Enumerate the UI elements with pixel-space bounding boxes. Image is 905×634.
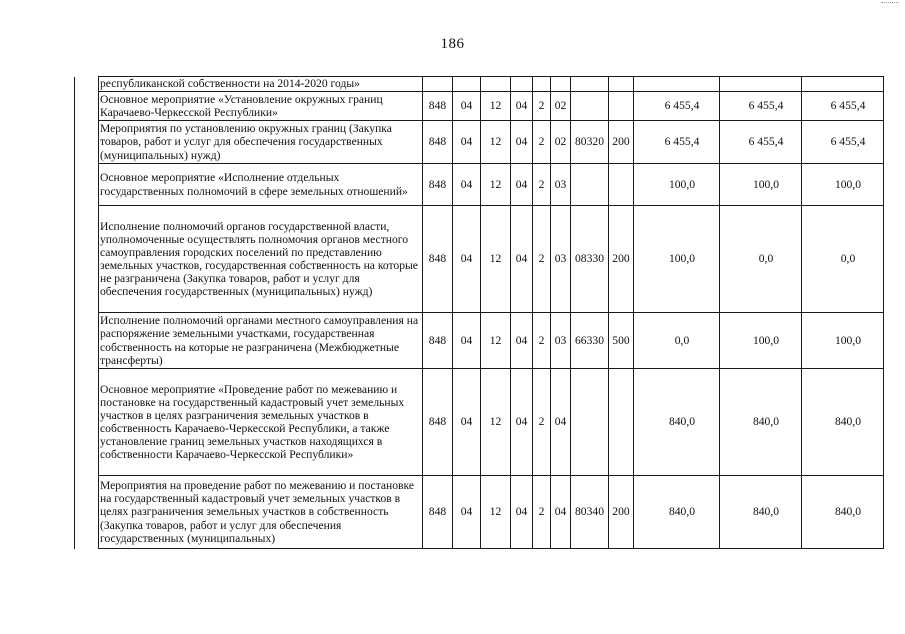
cell-rz: 04: [453, 206, 481, 313]
cell-year-1: 840,0: [634, 369, 720, 476]
cell-vr: [609, 369, 634, 476]
cell-year-2: 840,0: [720, 369, 802, 476]
table-row: [75, 121, 884, 164]
cell-cs2: 2: [533, 369, 551, 476]
cell-margin: [75, 369, 99, 476]
cell-margin: [75, 77, 99, 92]
cell-pr: 12: [481, 121, 511, 164]
cell-rz: 04: [453, 164, 481, 206]
cell-year-1: 100,0: [634, 164, 720, 206]
cell-cs4: [571, 164, 609, 206]
cell-cs2: 2: [533, 206, 551, 313]
cell-pr: 12: [481, 164, 511, 206]
cell-pr: 12: [481, 92, 511, 121]
cell-year-3: 100,0: [802, 313, 884, 369]
cell-name: Исполнение полномочий органами местного самоуправления на распоряжение земельными участками, государственная собственность на которые не разграничена (Межбюджетные трансферты): [99, 313, 423, 369]
cell-cs2: 2: [533, 164, 551, 206]
cell-rz: 04: [453, 121, 481, 164]
cell-cs4: 08330: [571, 206, 609, 313]
cell-rz: 04: [453, 369, 481, 476]
cell-vr: 200: [609, 476, 634, 549]
table-row: [75, 206, 884, 313]
cell-cs2: 2: [533, 121, 551, 164]
cell-cs1: 04: [511, 121, 533, 164]
cell-name: Исполнение полномочий органов государственной власти, уполномоченные осуществлять полномочия органов местного самоуправления городских поселений по представлению земельных участков, государственная собственность на которые не разграничена (Закупка товаров, работ и услуг для обеспечения государственных (муниципальных) нужд): [99, 206, 423, 313]
cell-year-2: 100,0: [720, 164, 802, 206]
cell-year-3: 840,0: [802, 476, 884, 549]
cell-vr: [609, 164, 634, 206]
cell-year-1: 0,0: [634, 313, 720, 369]
cell-cs1: 04: [511, 92, 533, 121]
cell-rz: 04: [453, 476, 481, 549]
cell-ved: 848: [423, 313, 453, 369]
table-row: [75, 164, 884, 206]
cell-year-1: 6 455,4: [634, 92, 720, 121]
table-row: [75, 476, 884, 549]
cell-cs3: 03: [551, 313, 571, 369]
cell-year-1: 100,0: [634, 206, 720, 313]
cell-vr: [609, 92, 634, 121]
cell-year-2: 840,0: [720, 476, 802, 549]
cell-margin: [75, 121, 99, 164]
table-body: [75, 77, 884, 549]
cell-pr: 12: [481, 206, 511, 313]
cell-cs4: 80320: [571, 121, 609, 164]
cell-year-2: 6 455,4: [720, 92, 802, 121]
cell-rz: 04: [453, 313, 481, 369]
table-row: [75, 369, 884, 476]
cell-cs4: [571, 92, 609, 121]
cell-vr: [609, 77, 634, 92]
cell-margin: [75, 476, 99, 549]
table-row: [75, 77, 884, 92]
cell-cs3: 04: [551, 369, 571, 476]
table-row: [75, 313, 884, 369]
page-number: 186: [440, 36, 465, 52]
cell-rz: [453, 77, 481, 92]
cell-year-1: 840,0: [634, 476, 720, 549]
cell-cs2: 2: [533, 476, 551, 549]
cell-year-2: 6 455,4: [720, 121, 802, 164]
cell-cs1: 04: [511, 313, 533, 369]
cell-year-2: [720, 77, 802, 92]
cell-cs2: [533, 77, 551, 92]
cell-name: Мероприятия на проведение работ по межеванию и постановке на государственный кадастровый учет земельных участков в целях разграничения земельных участков в собственность (Закупка товаров, работ и услуг для обеспечения государственных (муниципальных): [99, 476, 423, 549]
cell-ved: 848: [423, 121, 453, 164]
cell-name: Основное мероприятие «Проведение работ по межеванию и постановке на государственный кадастровый учет земельных участков в целях разграничения земельных участков в собственность Карачаево-Черкесской Республики, а также установление границ земельных участков находящихся в собственности Карачаево-Черкесской Республики»: [99, 369, 423, 476]
table-row: [75, 92, 884, 121]
cell-cs3: 03: [551, 164, 571, 206]
scan-mark: [881, 2, 899, 3]
cell-ved: 848: [423, 164, 453, 206]
cell-ved: [423, 77, 453, 92]
cell-cs1: [511, 77, 533, 92]
cell-year-3: 6 455,4: [802, 121, 884, 164]
cell-margin: [75, 164, 99, 206]
cell-cs3: [551, 77, 571, 92]
cell-year-3: 0,0: [802, 206, 884, 313]
cell-name: Мероприятия по установлению окружных границ (Закупка товаров, работ и услуг для обеспечения государственных (муниципальных) нужд): [99, 121, 423, 164]
cell-cs2: 2: [533, 92, 551, 121]
cell-name: Основное мероприятие «Исполнение отдельных государственных полномочий в сфере земельных отношений»: [99, 164, 423, 206]
cell-cs3: 04: [551, 476, 571, 549]
cell-cs1: 04: [511, 206, 533, 313]
cell-cs3: 03: [551, 206, 571, 313]
cell-year-1: [634, 77, 720, 92]
cell-year-2: 100,0: [720, 313, 802, 369]
cell-pr: [481, 77, 511, 92]
budget-table: [74, 76, 884, 549]
cell-ved: 848: [423, 369, 453, 476]
cell-year-2: 0,0: [720, 206, 802, 313]
cell-vr: 500: [609, 313, 634, 369]
cell-cs4: [571, 77, 609, 92]
cell-year-3: 100,0: [802, 164, 884, 206]
cell-year-3: 6 455,4: [802, 92, 884, 121]
cell-vr: 200: [609, 206, 634, 313]
cell-margin: [75, 313, 99, 369]
cell-ved: 848: [423, 206, 453, 313]
cell-year-3: 840,0: [802, 369, 884, 476]
cell-pr: 12: [481, 313, 511, 369]
cell-cs2: 2: [533, 313, 551, 369]
cell-ved: 848: [423, 92, 453, 121]
cell-name: Основное мероприятие «Установление окружных границ Карачаево-Черкесской Республики»: [99, 92, 423, 121]
cell-margin: [75, 206, 99, 313]
cell-cs1: 04: [511, 476, 533, 549]
cell-cs1: 04: [511, 369, 533, 476]
cell-vr: 200: [609, 121, 634, 164]
cell-cs4: [571, 369, 609, 476]
cell-pr: 12: [481, 476, 511, 549]
cell-margin: [75, 92, 99, 121]
cell-cs3: 02: [551, 92, 571, 121]
cell-cs4: 80340: [571, 476, 609, 549]
cell-ved: 848: [423, 476, 453, 549]
cell-cs4: 66330: [571, 313, 609, 369]
cell-name: республиканской собственности на 2014-2020 годы»: [99, 77, 423, 92]
cell-year-3: [802, 77, 884, 92]
cell-cs1: 04: [511, 164, 533, 206]
cell-year-1: 6 455,4: [634, 121, 720, 164]
cell-cs3: 02: [551, 121, 571, 164]
cell-rz: 04: [453, 92, 481, 121]
cell-pr: 12: [481, 369, 511, 476]
